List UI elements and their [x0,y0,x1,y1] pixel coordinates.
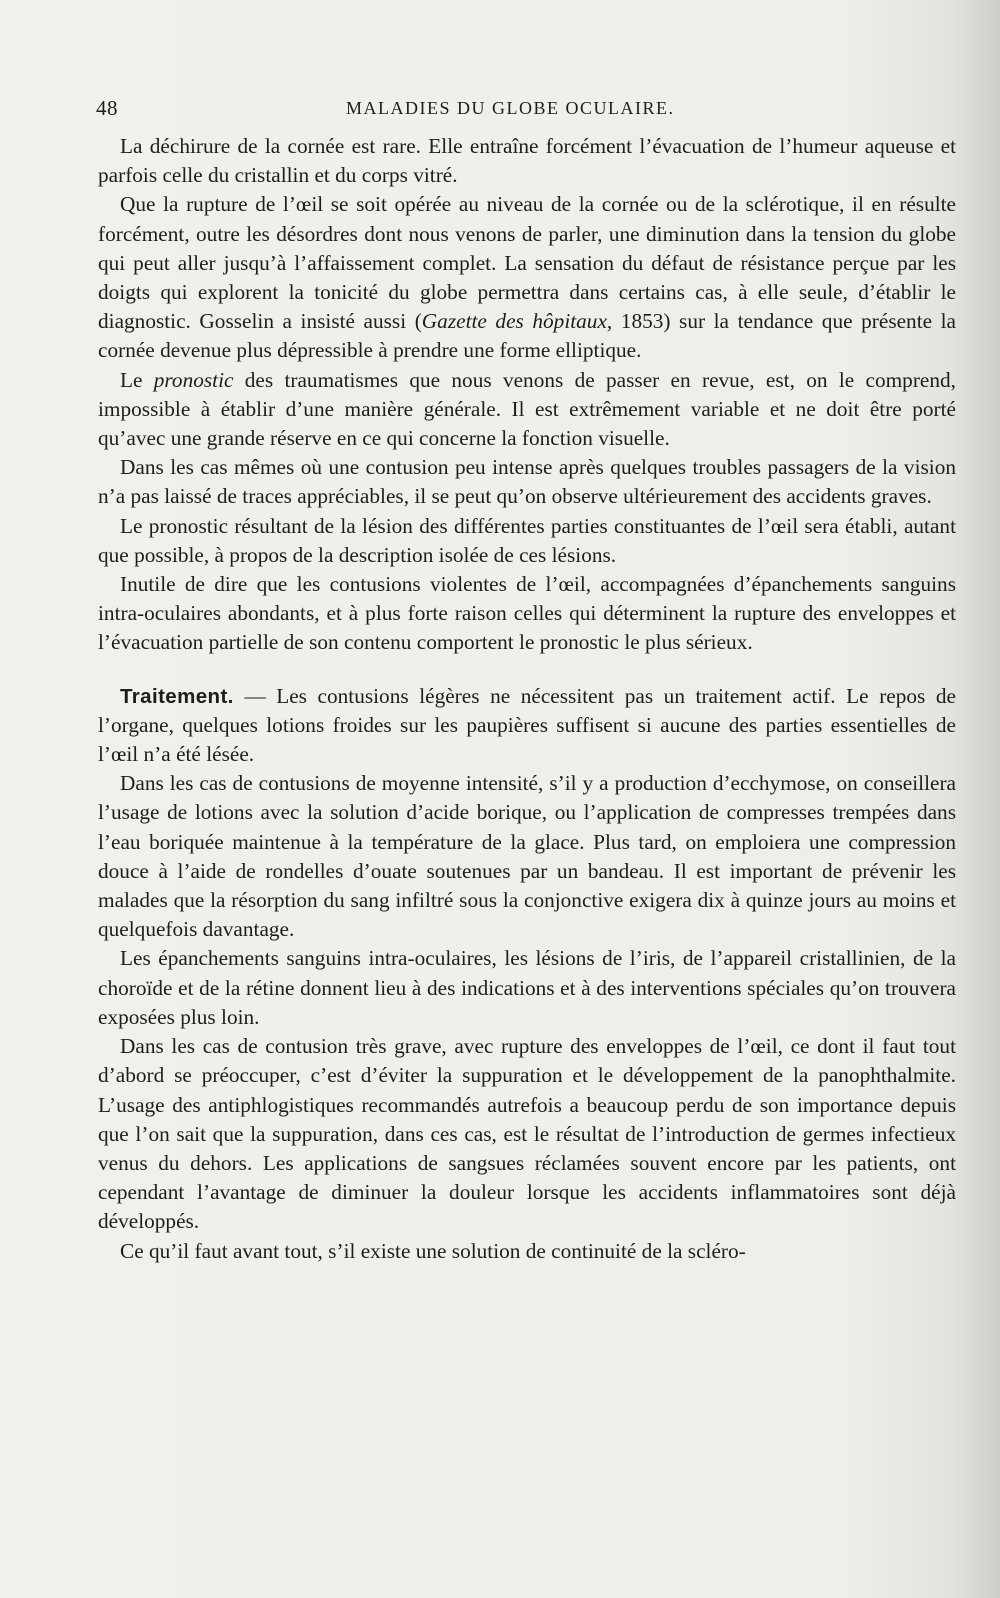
body-text [98,132,956,1266]
paragraph-3-end: des traumatismes que nous venons de passer en revue, est, on le comprend, impossible à établir d’une manière générale. Il est extrêmement variable et ne doit être porté qu’avec une grande réserve en ce qui concerne la fonction visuelle. [98,367,956,451]
section-heading: Traitement. [120,684,234,708]
paragraph-6: Inutile de dire que les contusions violentes de l’œil, accompagnées d’épanchements sanguins intra-oculaires abondants, et à plus forte raison celles qui déterminent la rupture des enveloppes et l’évacuation partielle de son contenu comportent le pronostic le plus sérieux. [98,572,956,655]
paragraph-2-text: Que la rupture de l’œil se soit opérée au niveau de la cornée ou de la sclérotique, il en résulte forcément, outre les désordres dont nous venons de parler, une diminution dans la tension du globe qui peut aller jusqu’à l’affaissement complet. La sensation du défaut de résistance perçue par les doigts qui explorent la tonicité du globe permettra dans certains cas, à elle seule, d’établir le diagnostic. Gosselin a insisté aussi ( [98,192,956,334]
paragraph-3 [98,366,956,454]
paragraph-7 [98,682,956,770]
paragraph-1: La déchirure de la cornée est rare. Elle entraîne forcément l’évacuation de l’humeur aqueuse et parfois celle du cristallin et du corps vitré. [98,134,956,188]
paragraph-11: Ce qu’il faut avant tout, s’il existe une solution de continuité de la scléro- [120,1238,746,1263]
page-header [96,96,956,126]
paragraph-4: Dans les cas mêmes où une contusion peu intense après quelques troubles passagers de la vision n’a pas laissé de traces appréciables, il se peut qu’on observe ultérieurement des accidents graves. [98,455,956,509]
paragraph-7-text: — Les contusions légères ne nécessitent pas un traitement actif. Le repos de l’organe, quelques lotions froides sur les paupières suffisent si aucune des parties essentielles de l’œil n’a été lésée. [98,683,956,767]
paragraph-9: Les épanchements sanguins intra-oculaires, les lésions de l’iris, de l’appareil cristallinien, de la choroïde et de la rétine donnent lieu à des indications et à des interventions spéciales qu’on trouvera exposées plus loin. [98,946,956,1029]
paragraph-5: Le pronostic résultant de la lésion des différentes parties constituantes de l’œil sera établi, autant que possible, à propos de la description isolée de ces lésions. [98,513,956,567]
paragraph-3-start: Le [120,367,154,392]
running-title: MALADIES DU GLOBE OCULAIRE. [346,98,675,118]
page-number: 48 [96,96,118,120]
paragraph-8: Dans les cas de contusions de moyenne intensité, s’il y a production d’ecchymose, on conseillera l’usage de lotions avec la solution d’acide borique, ou l’application de compresses trempées dans l’eau boriquée maintenue à la température de la glace. Plus tard, on emploiera une compression douce à l’aide de rondelles d’ouate soutenues par un bandeau. Il est important de prévenir les malades que la résorption du sang infiltré sous la conjonctive exigera dix à quinze jours au moins et quelquefois davantage. [98,771,956,942]
citation-title: Gazette des hôpitaux [421,309,607,334]
pronostic-term: pronostic [153,367,234,392]
paragraph-2 [98,190,956,365]
paragraph-10: Dans les cas de contusion très grave, avec rupture des enveloppes de l’œil, ce dont il faut tout d’abord se préoccuper, c’est d’éviter la suppuration et le développement de la panophthalmite. L’usage des antiphlogistiques recommandés autrefois a beaucoup perdu de son importance depuis que l’on sait que la suppuration, dans ces cas, est le résultat de l’introduction de germes infectieux venus du dehors. Les applications de sangsues réclamées souvent encore par les patients, ont cependant l’avantage de diminuer la douleur lorsque les accidents inflammatoires sont déjà développés. [98,1034,956,1234]
paragraph-2-end: , 1853) sur la tendance que présente la cornée devenue plus dépressible à prendre une forme elliptique. [98,309,957,363]
